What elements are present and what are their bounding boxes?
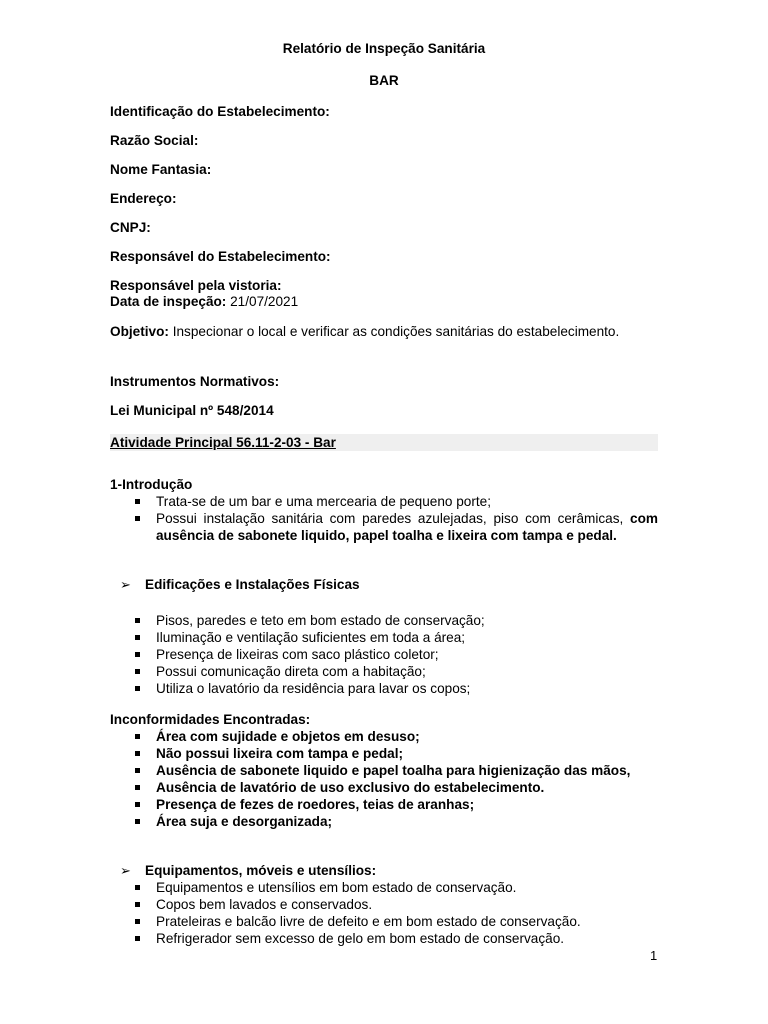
responsavel-vistoria-label: Responsável pela vistoria: [110,278,282,293]
data-inspecao-label: Data de inspeção: [110,294,227,309]
report-subtitle: BAR [369,73,399,88]
bullet-icon [135,734,140,739]
equipamentos-list [110,879,658,947]
nome-fantasia-label: Nome Fantasia: [110,162,212,177]
list-item: Presença de fezes de roedores, teias de aranhas; [110,796,658,813]
bullet-icon [135,499,140,504]
list-item: Equipamentos e utensílios em bom estado de conservação. [110,879,658,896]
list-item: Prateleiras e balcão livre de defeito e em bom estado de conservação. [110,913,658,930]
endereco-label: Endereço: [110,191,177,206]
bullet-icon [135,802,140,807]
bullet-icon [135,885,140,890]
arrow-icon: ➢ [120,577,131,592]
razao-social-label: Razão Social: [110,133,199,148]
data-inspecao [110,293,298,310]
bullet-icon [135,919,140,924]
list-item: Iluminação e ventilação suficientes em toda a área; [110,629,658,646]
bullet-icon [135,751,140,756]
arrow-icon: ➢ [120,863,131,878]
objetivo-label: Objetivo: [110,324,169,339]
list-item: Utiliza o lavatório da residência para lavar os copos; [110,680,658,697]
list-item: Copos bem lavados e conservados. [110,896,658,913]
atividade-principal-row [110,434,658,451]
intro-heading: 1-Introdução [110,477,193,492]
list-item: Não possui lixeira com tampa e pedal; [110,745,658,762]
data-inspecao-value: 21/07/2021 [226,294,299,309]
list-item: Ausência de lavatório de uso exclusivo do estabelecimento. [110,779,658,796]
list-item: Possui comunicação direta com a habitação; [110,663,658,680]
objetivo-text: Inspecionar o local e verificar as condições sanitárias do estabelecimento. [168,324,620,339]
identificacao-label: Identificação do Estabelecimento: [110,104,330,119]
inconformidades-list [110,728,658,830]
cnpj-label: CNPJ: [110,220,151,235]
edificacoes-heading: ➢ Edificações e Instalações Físicas [120,577,360,592]
bullet-icon [135,936,140,941]
bullet-icon [135,768,140,773]
objetivo-paragraph [110,323,658,340]
equipamentos-heading: ➢ Equipamentos, móveis e utensílios: [120,863,377,878]
responsavel-estabelecimento-label: Responsável do Estabelecimento: [110,249,331,264]
lei-municipal: Lei Municipal nº 548/2014 [110,403,274,418]
bullet-icon [135,635,140,640]
list-item: Presença de lixeiras com saco plástico coletor; [110,646,658,663]
list-item: Área suja e desorganizada; [110,813,658,830]
list-item: Área com sujidade e objetos em desuso; [110,728,658,745]
list-item: Ausência de sabonete liquido e papel toalha para higienização das mãos, [110,762,658,779]
bullet-icon [135,618,140,623]
bullet-icon [135,686,140,691]
bullet-icon [135,669,140,674]
list-item: Pisos, paredes e teto em bom estado de conservação; [110,612,658,629]
instrumentos-label: Instrumentos Normativos: [110,374,280,389]
bullet-icon [135,819,140,824]
page-number: 1 [650,948,658,963]
atividade-principal: Atividade Principal 56.11-2-03 - Bar [110,435,336,450]
intro-list [110,493,658,544]
inconformidades-heading: Inconformidades Encontradas: [110,712,311,727]
bullet-icon [135,516,140,521]
list-item: Trata-se de um bar e uma mercearia de pequeno porte; [110,493,658,510]
list-item: Possui instalação sanitária com paredes azulejadas, piso com cerâmicas, com ausência de sabonete liquido, papel toalha e lixeira com tampa e pedal. [110,510,658,544]
bullet-icon [135,652,140,657]
list-item: Refrigerador sem excesso de gelo em bom estado de conservação. [110,930,658,947]
bullet-icon [135,785,140,790]
bullet-icon [135,902,140,907]
report-title: Relatório de Inspeção Sanitária [282,41,486,56]
edificacoes-list [110,612,658,697]
